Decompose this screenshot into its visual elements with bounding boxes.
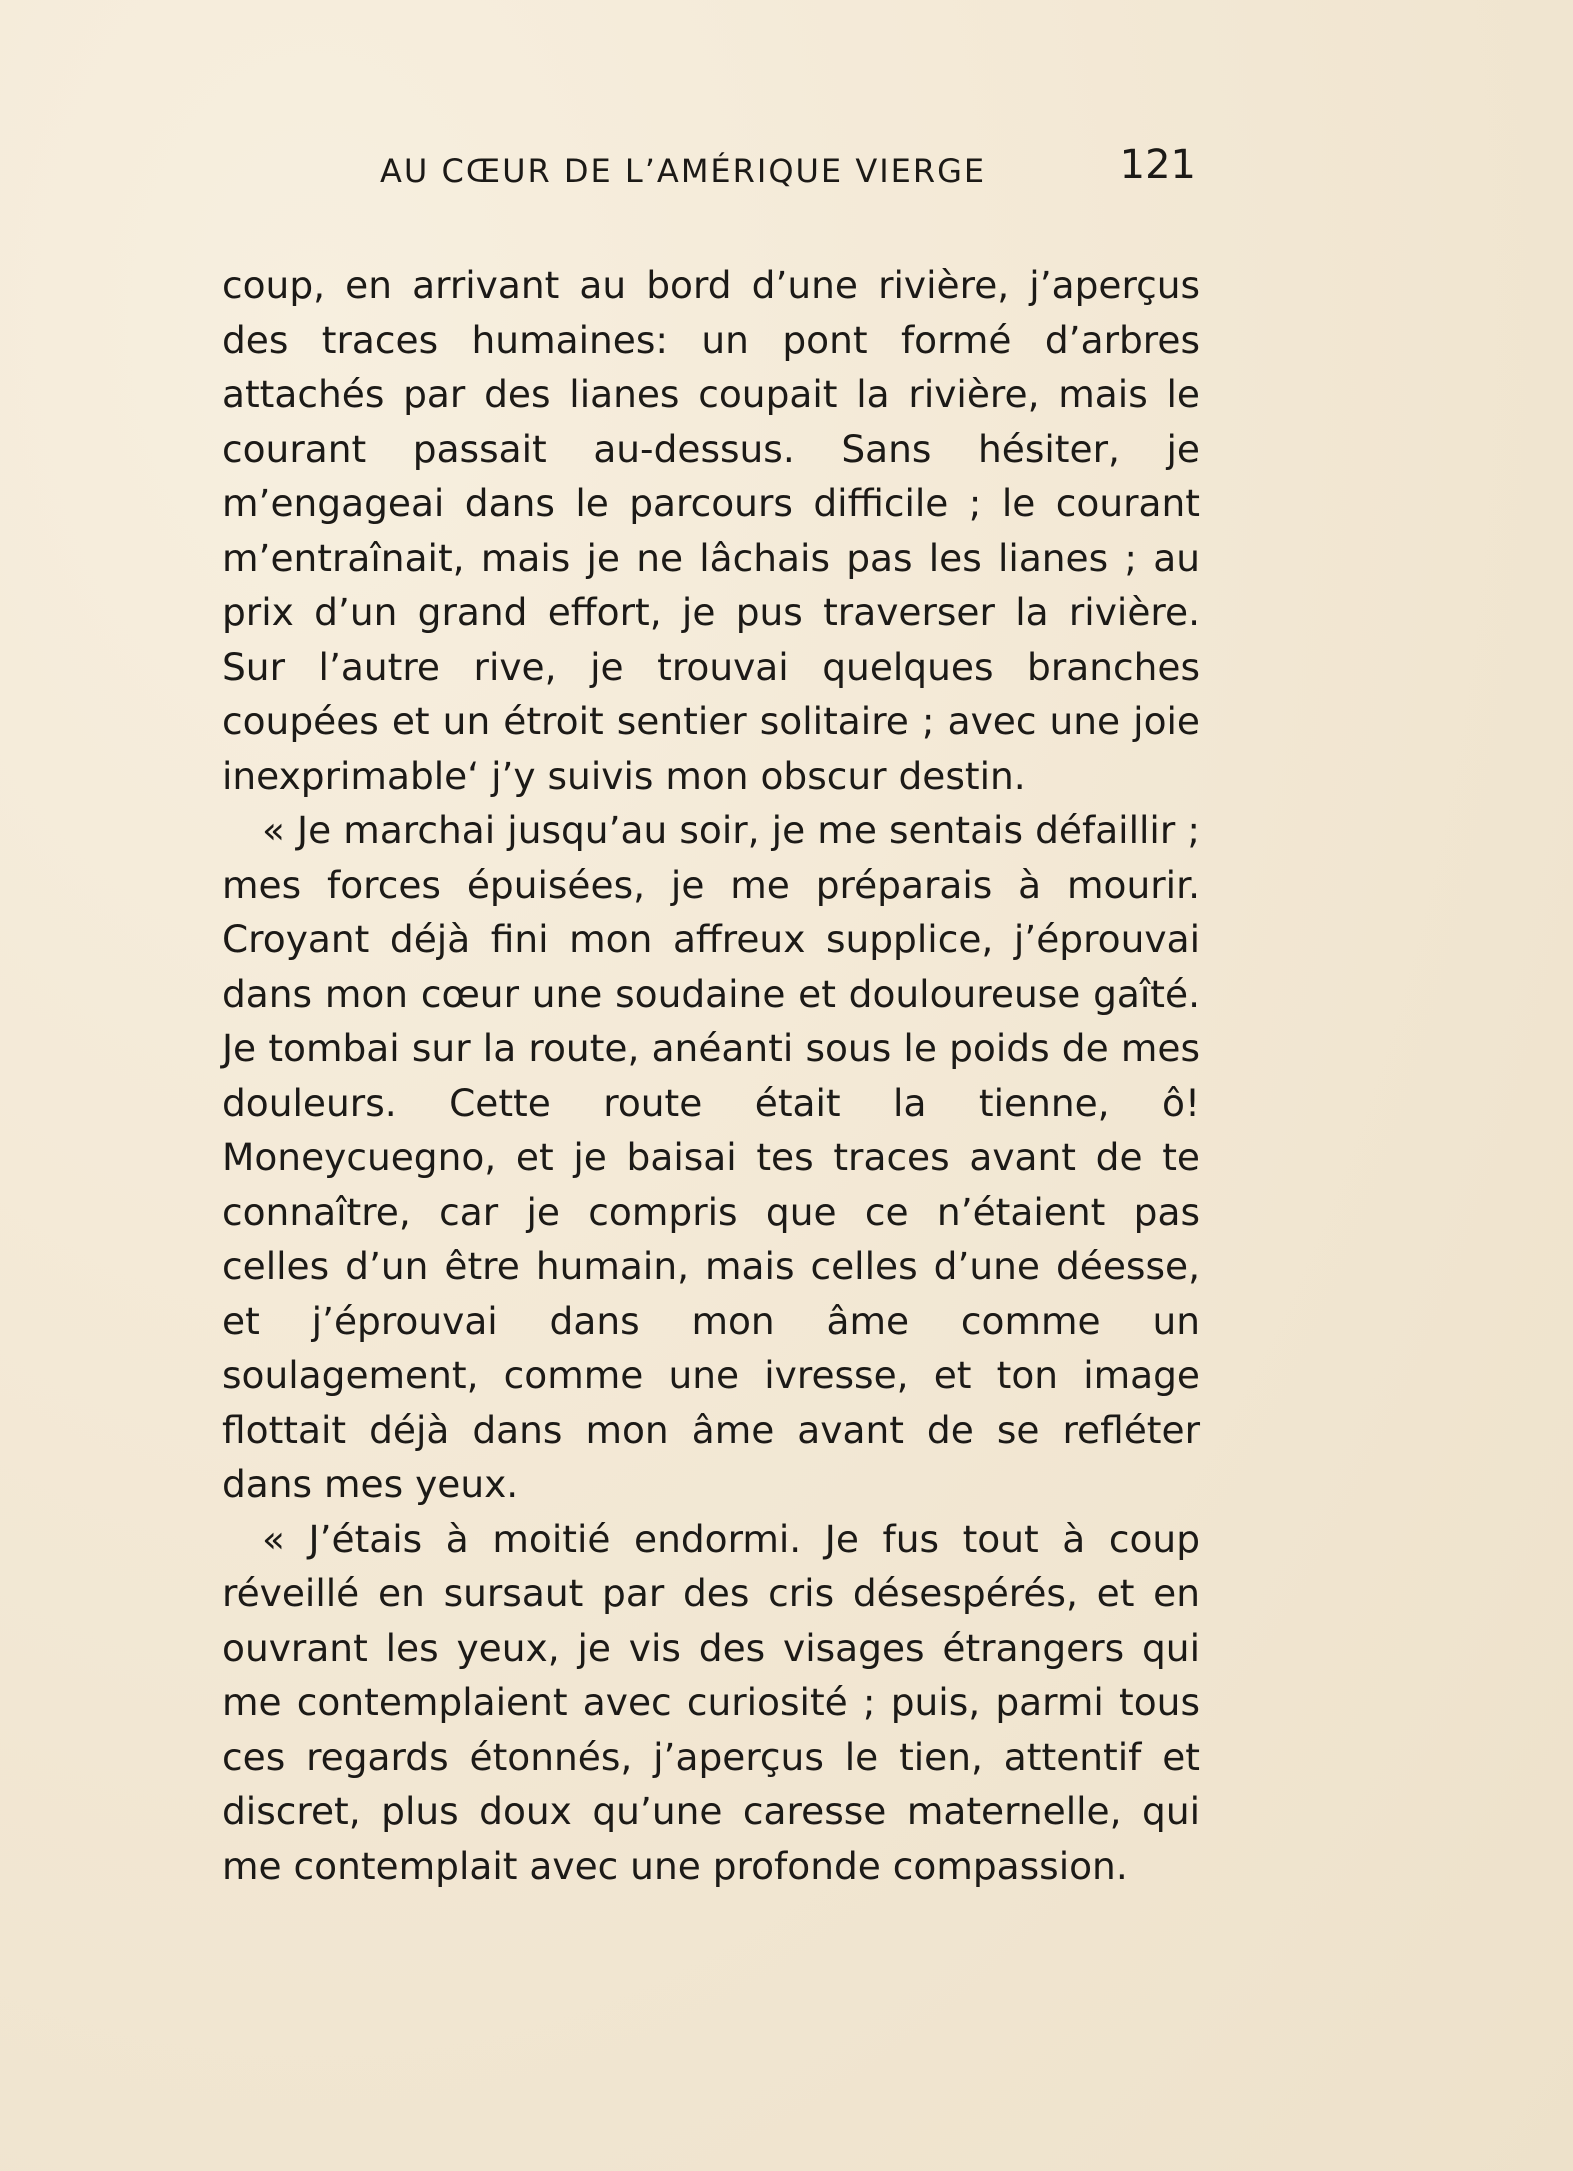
paragraph-continuation: coup, en arrivant au bord d’une rivière, j’aperçus des traces humaines: un pont formé d’arbres attachés par des lianes coupait la rivière, mais le courant passait au-dessus. Sans hésiter, je m’engageai dans le parcours difficile ; le courant m’entraînait, mais je ne lâchais pas les lianes ; au prix d’un grand effort, je pus traverser la rivière. Sur l’autre rive, je trouvai quelques branches coupées et un étroit sentier solitaire ; avec une joie inexprimable‘ j’y suivis mon obscur destin. bbox=[222, 263, 1200, 798]
body-text bbox=[222, 258, 1200, 1893]
paragraph-march: « Je marchai jusqu’au soir, je me sentais défaillir ; mes forces épuisées, je me préparais à mourir. Croyant déjà fini mon affreux supplice, j’éprouvai dans mon cœur une soudaine et douloureuse gaîté. Je tombai sur la route, anéanti sous le poids de mes douleurs. Cette route était la tienne, ô! Moneycuegno, et je baisai tes traces avant de te connaître, car je compris que ce n’étaient pas celles d’un être humain, mais celles d’une déesse, et j’éprouvai dans mon âme comme un soulagement, comme une ivresse, et ton image flottait déjà dans mon âme avant de se refléter dans mes yeux. bbox=[222, 808, 1200, 1506]
paragraph-awakening: « J’étais à moitié endormi. Je fus tout à coup réveillé en sursaut par des cris désespérés, et en ouvrant les yeux, je vis des visages étrangers qui me contemplaient avec curiosité ; puis, parmi tous ces regards étonnés, j’aperçus le tien, attentif et discret, plus doux qu’une caresse maternelle, qui me contemplait avec une profonde compassion. bbox=[222, 1516, 1200, 1888]
running-head bbox=[380, 142, 1196, 202]
page-number: 121 bbox=[1119, 142, 1196, 188]
running-title: AU CŒUR DE L’AMÉRIQUE VIERGE bbox=[380, 152, 987, 190]
